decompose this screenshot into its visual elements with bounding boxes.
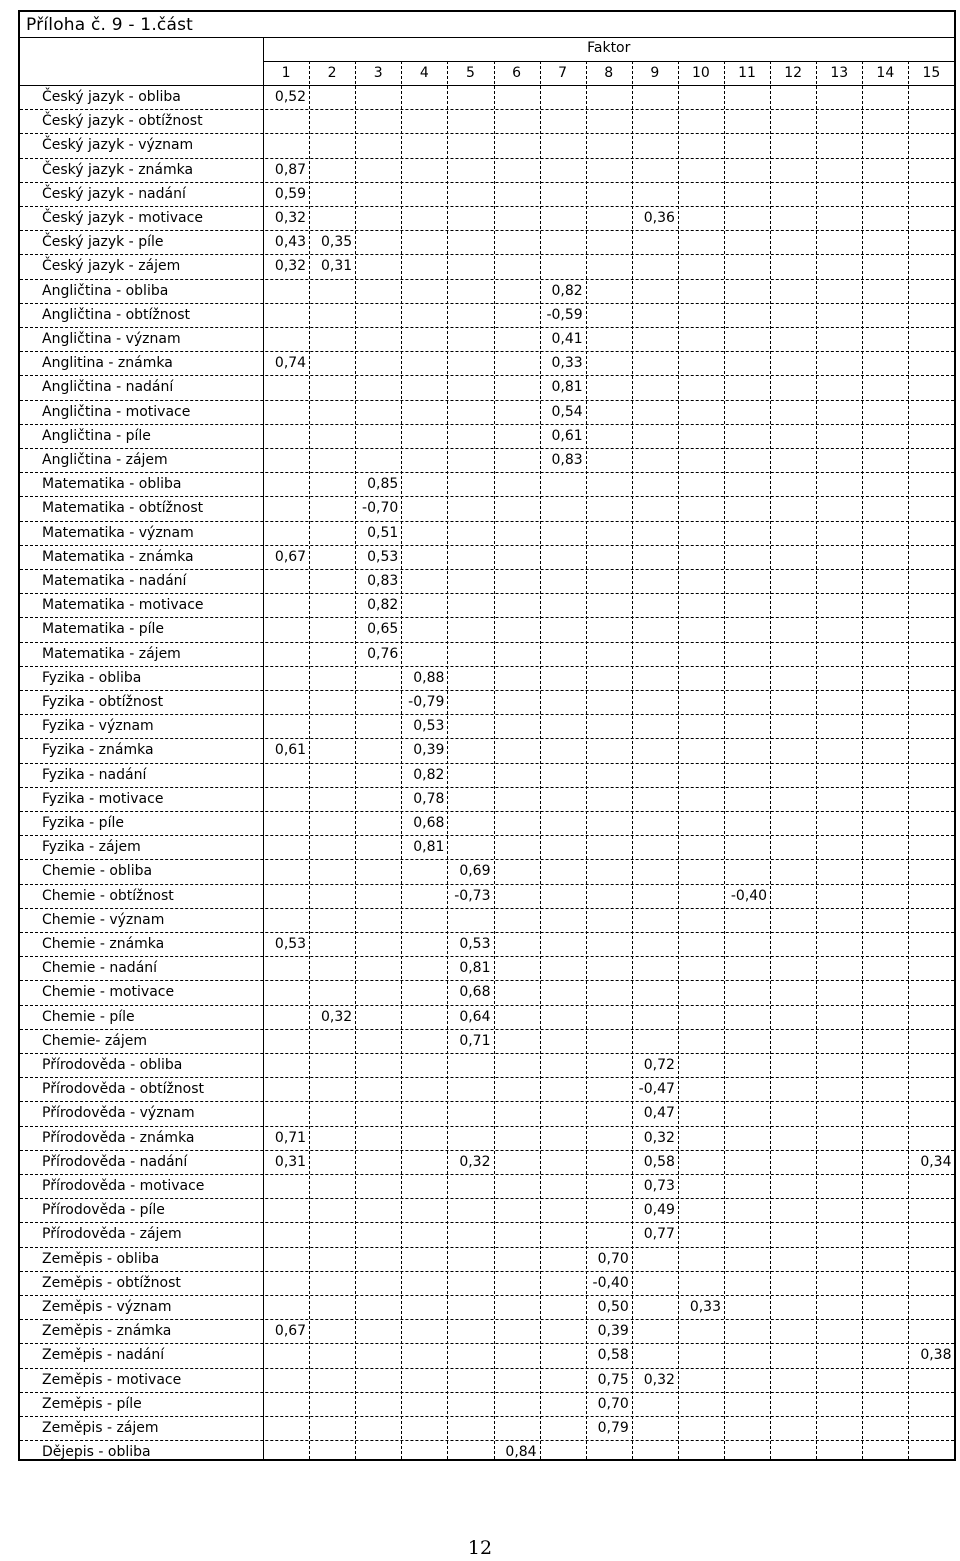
row-label: Český jazyk - obtížnost xyxy=(42,113,203,130)
loading-value: 0,81 xyxy=(459,960,491,977)
row-label: Český jazyk - zájem xyxy=(42,258,181,275)
loading-value: 0,49 xyxy=(643,1202,675,1219)
loading-value: 0,79 xyxy=(597,1420,629,1436)
loading-value: 0,82 xyxy=(551,282,583,299)
row-label: Přírodověda - motivace xyxy=(42,1178,205,1194)
row-label: Matematika - obtížnost xyxy=(42,500,204,517)
factor-column-divider xyxy=(447,61,448,1459)
row-label: Český jazyk - známka xyxy=(42,161,194,178)
factor-number: 5 xyxy=(465,65,475,81)
row-label: Matematika - motivace xyxy=(42,597,204,614)
row-label: Zeměpis - známka xyxy=(42,1323,172,1340)
loading-value: 0,73 xyxy=(643,1178,675,1194)
row-label: Chemie- zájem xyxy=(42,1032,147,1049)
factor-number: 1 xyxy=(281,65,291,81)
row-label: Český jazyk - píle xyxy=(42,234,164,251)
loading-value: 0,32 xyxy=(643,1371,675,1388)
loading-value: 0,34 xyxy=(920,1153,952,1170)
loading-value: -0,79 xyxy=(408,694,445,710)
loading-value: 0,76 xyxy=(367,645,399,662)
row-label: Fyzika - význam xyxy=(42,718,154,735)
factor-header-divider xyxy=(263,61,954,62)
loading-value: 0,53 xyxy=(367,548,399,565)
row-label: Chemie - známka xyxy=(42,936,165,952)
loading-value: 0,39 xyxy=(413,742,445,759)
row-label: Angličtina - obliba xyxy=(42,282,169,299)
row-label: Zeměpis - obliba xyxy=(42,1250,160,1267)
loading-value: 0,70 xyxy=(597,1395,629,1412)
loading-value: 0,43 xyxy=(274,234,307,251)
loading-value: 0,67 xyxy=(274,548,307,565)
row-label: Angličtina - význam xyxy=(42,331,181,347)
loading-value: 0,33 xyxy=(689,1299,721,1315)
loading-value: -0,70 xyxy=(362,500,399,517)
loading-value: 0,67 xyxy=(274,1323,307,1340)
loading-value: 0,58 xyxy=(597,1347,629,1364)
loading-value: 0,59 xyxy=(274,185,307,202)
row-label: Fyzika - známka xyxy=(42,742,154,759)
loading-value: 0,41 xyxy=(551,331,583,347)
loading-value: -0,59 xyxy=(546,306,583,323)
row-label: Matematika - známka xyxy=(42,548,194,565)
loading-value: 0,32 xyxy=(643,1129,675,1146)
loading-value: -0,73 xyxy=(454,887,491,904)
loading-value: -0,47 xyxy=(638,1081,675,1098)
factor-number: 13 xyxy=(830,65,849,81)
row-divider xyxy=(20,1247,954,1248)
factor-number: 2 xyxy=(327,65,337,81)
row-divider xyxy=(20,835,954,836)
factor-column-divider xyxy=(678,61,679,1459)
row-label: Zeměpis - píle xyxy=(42,1395,142,1412)
loading-value: 0,31 xyxy=(274,1153,307,1170)
loading-value: -0,40 xyxy=(592,1274,629,1291)
loading-value: 0,81 xyxy=(551,379,583,396)
loading-value: 0,32 xyxy=(274,210,307,226)
row-label: Chemie - obtížnost xyxy=(42,887,174,904)
loading-value: 0,38 xyxy=(920,1347,952,1364)
factor-number: 8 xyxy=(604,65,614,81)
row-label: Zeměpis - zájem xyxy=(42,1420,159,1436)
factor-number: 15 xyxy=(922,65,941,81)
row-divider xyxy=(20,1392,954,1393)
factor-number: 11 xyxy=(738,65,756,81)
factor-column-divider xyxy=(355,61,356,1459)
factor-column-divider xyxy=(816,61,817,1459)
loading-value: 0,71 xyxy=(274,1129,307,1146)
factor-column-divider xyxy=(540,61,541,1459)
loading-value: -0,40 xyxy=(730,887,768,904)
row-label: Chemie - motivace xyxy=(42,984,175,1001)
loading-value: 0,35 xyxy=(321,234,353,251)
loading-value: 0,65 xyxy=(367,621,399,638)
row-label: Angličtina - zájem xyxy=(42,452,168,468)
loading-value: 0,53 xyxy=(413,718,445,735)
loading-value: 0,75 xyxy=(597,1371,629,1388)
factor-group-header: Faktor xyxy=(587,40,631,56)
row-label: Matematika - píle xyxy=(42,621,165,638)
row-label: Přírodověda - nadání xyxy=(42,1153,188,1170)
row-divider xyxy=(20,1440,954,1441)
row-label: Fyzika - obliba xyxy=(42,669,142,686)
loading-value: 0,88 xyxy=(413,669,445,686)
row-label: Český jazyk - nadání xyxy=(42,185,186,202)
factor-number: 9 xyxy=(650,65,660,81)
loading-value: 0,69 xyxy=(459,863,491,880)
loading-value: 0,47 xyxy=(643,1105,675,1122)
loading-value: 0,81 xyxy=(413,839,445,856)
row-label: Chemie - nadání xyxy=(42,960,158,977)
factor-column-divider xyxy=(632,61,633,1459)
row-divider xyxy=(20,763,954,764)
loading-value: 0,32 xyxy=(459,1153,491,1170)
factor-number: 7 xyxy=(558,65,568,81)
loading-value: 0,70 xyxy=(597,1250,629,1267)
title-divider xyxy=(20,37,954,38)
row-label: Angličtina - nadání xyxy=(42,379,174,396)
row-label: Zeměpis - motivace xyxy=(42,1371,182,1388)
row-label: Angličtina - obtížnost xyxy=(42,306,190,323)
loading-value: 0,83 xyxy=(551,452,583,468)
loading-value: 0,39 xyxy=(597,1323,629,1340)
row-label: Přírodověda - píle xyxy=(42,1202,165,1219)
factor-number: 6 xyxy=(512,65,521,81)
loading-value: 0,84 xyxy=(505,1444,537,1461)
row-label: Fyzika - nadání xyxy=(42,766,147,783)
row-divider xyxy=(20,738,954,739)
loading-value: 0,68 xyxy=(413,815,445,831)
loading-value: 0,32 xyxy=(321,1008,353,1025)
factor-column-divider xyxy=(494,61,495,1459)
loading-value: 0,36 xyxy=(643,210,675,226)
page-number: 12 xyxy=(467,1537,493,1559)
row-label: Přírodověda - význam xyxy=(42,1105,195,1122)
loading-value: 0,58 xyxy=(643,1153,675,1170)
loading-value: 0,72 xyxy=(643,1057,675,1073)
factor-column-divider xyxy=(862,61,863,1459)
table-grid xyxy=(20,12,954,1459)
loading-value: 0,61 xyxy=(551,427,583,444)
loading-value: 0,71 xyxy=(459,1032,491,1049)
loading-value: 0,53 xyxy=(274,936,307,952)
loading-value: 0,32 xyxy=(274,258,307,275)
row-label: Fyzika - píle xyxy=(42,815,124,831)
row-divider xyxy=(20,1416,954,1417)
loading-value: 0,61 xyxy=(274,742,307,759)
row-label: Zeměpis - význam xyxy=(42,1299,172,1315)
loading-value: 0,74 xyxy=(274,355,307,372)
loading-value: 0,85 xyxy=(367,476,399,493)
loading-value: 0,53 xyxy=(459,936,491,952)
row-label: Zeměpis - nadání xyxy=(42,1347,165,1364)
factor-table xyxy=(18,10,956,1461)
loading-value: 0,31 xyxy=(321,258,353,275)
row-label: Fyzika - zájem xyxy=(42,839,141,856)
row-label: Zeměpis - obtížnost xyxy=(42,1274,181,1291)
row-divider xyxy=(20,424,954,425)
factor-column-divider xyxy=(770,61,771,1459)
factor-number: 12 xyxy=(784,65,803,81)
row-label: Český jazyk - motivace xyxy=(42,210,203,226)
row-label: Anglitina - známka xyxy=(42,355,173,372)
row-label: Chemie - píle xyxy=(42,1008,135,1025)
row-label: Fyzika - obtížnost xyxy=(42,694,164,710)
row-label: Matematika - zájem xyxy=(42,645,181,662)
row-label: Fyzika - motivace xyxy=(42,790,164,807)
loading-value: 0,82 xyxy=(413,766,445,783)
loading-value: 0,82 xyxy=(367,597,399,614)
loading-value: 0,68 xyxy=(459,984,491,1001)
factor-number: 14 xyxy=(876,65,895,81)
row-label: Matematika - význam xyxy=(42,524,194,541)
row-label: Chemie - význam xyxy=(42,911,165,928)
row-divider xyxy=(20,714,954,715)
row-label: Chemie - obliba xyxy=(42,863,153,880)
row-divider xyxy=(20,811,954,812)
loading-value: 0,78 xyxy=(413,790,445,807)
row-label: Dějepis - obliba xyxy=(42,1444,151,1461)
factor-number: 4 xyxy=(419,65,429,81)
factor-number: 10 xyxy=(692,65,710,81)
loading-value: 0,83 xyxy=(367,573,399,589)
loading-value: 0,54 xyxy=(551,403,583,420)
row-label: Přírodověda - obliba xyxy=(42,1057,183,1073)
row-label: Matematika - nadání xyxy=(42,573,187,589)
row-label: Angličtina - motivace xyxy=(42,403,191,420)
loading-value: 0,52 xyxy=(274,89,307,105)
row-label: Český jazyk - obliba xyxy=(42,89,181,105)
row-label: Matematika - obliba xyxy=(42,476,182,493)
loading-value: 0,87 xyxy=(274,161,307,178)
row-label: Přírodověda - známka xyxy=(42,1129,195,1146)
factor-number: 3 xyxy=(373,65,383,81)
factor-column-divider xyxy=(908,61,909,1459)
row-label: Přírodověda - zájem xyxy=(42,1226,182,1243)
row-divider xyxy=(20,666,954,667)
loading-value: 0,33 xyxy=(551,355,583,372)
loading-value: 0,51 xyxy=(367,524,399,541)
row-label: Angličtina - píle xyxy=(42,427,151,444)
loading-value: 0,50 xyxy=(597,1299,629,1315)
table-title: Příloha č. 9 - 1.část xyxy=(26,15,194,35)
row-label: Přírodověda - obtížnost xyxy=(42,1081,205,1098)
loading-value: 0,64 xyxy=(459,1008,491,1025)
factor-column-divider xyxy=(724,61,725,1459)
row-label: Český jazyk - význam xyxy=(42,137,194,154)
loading-value: 0,77 xyxy=(643,1226,675,1243)
